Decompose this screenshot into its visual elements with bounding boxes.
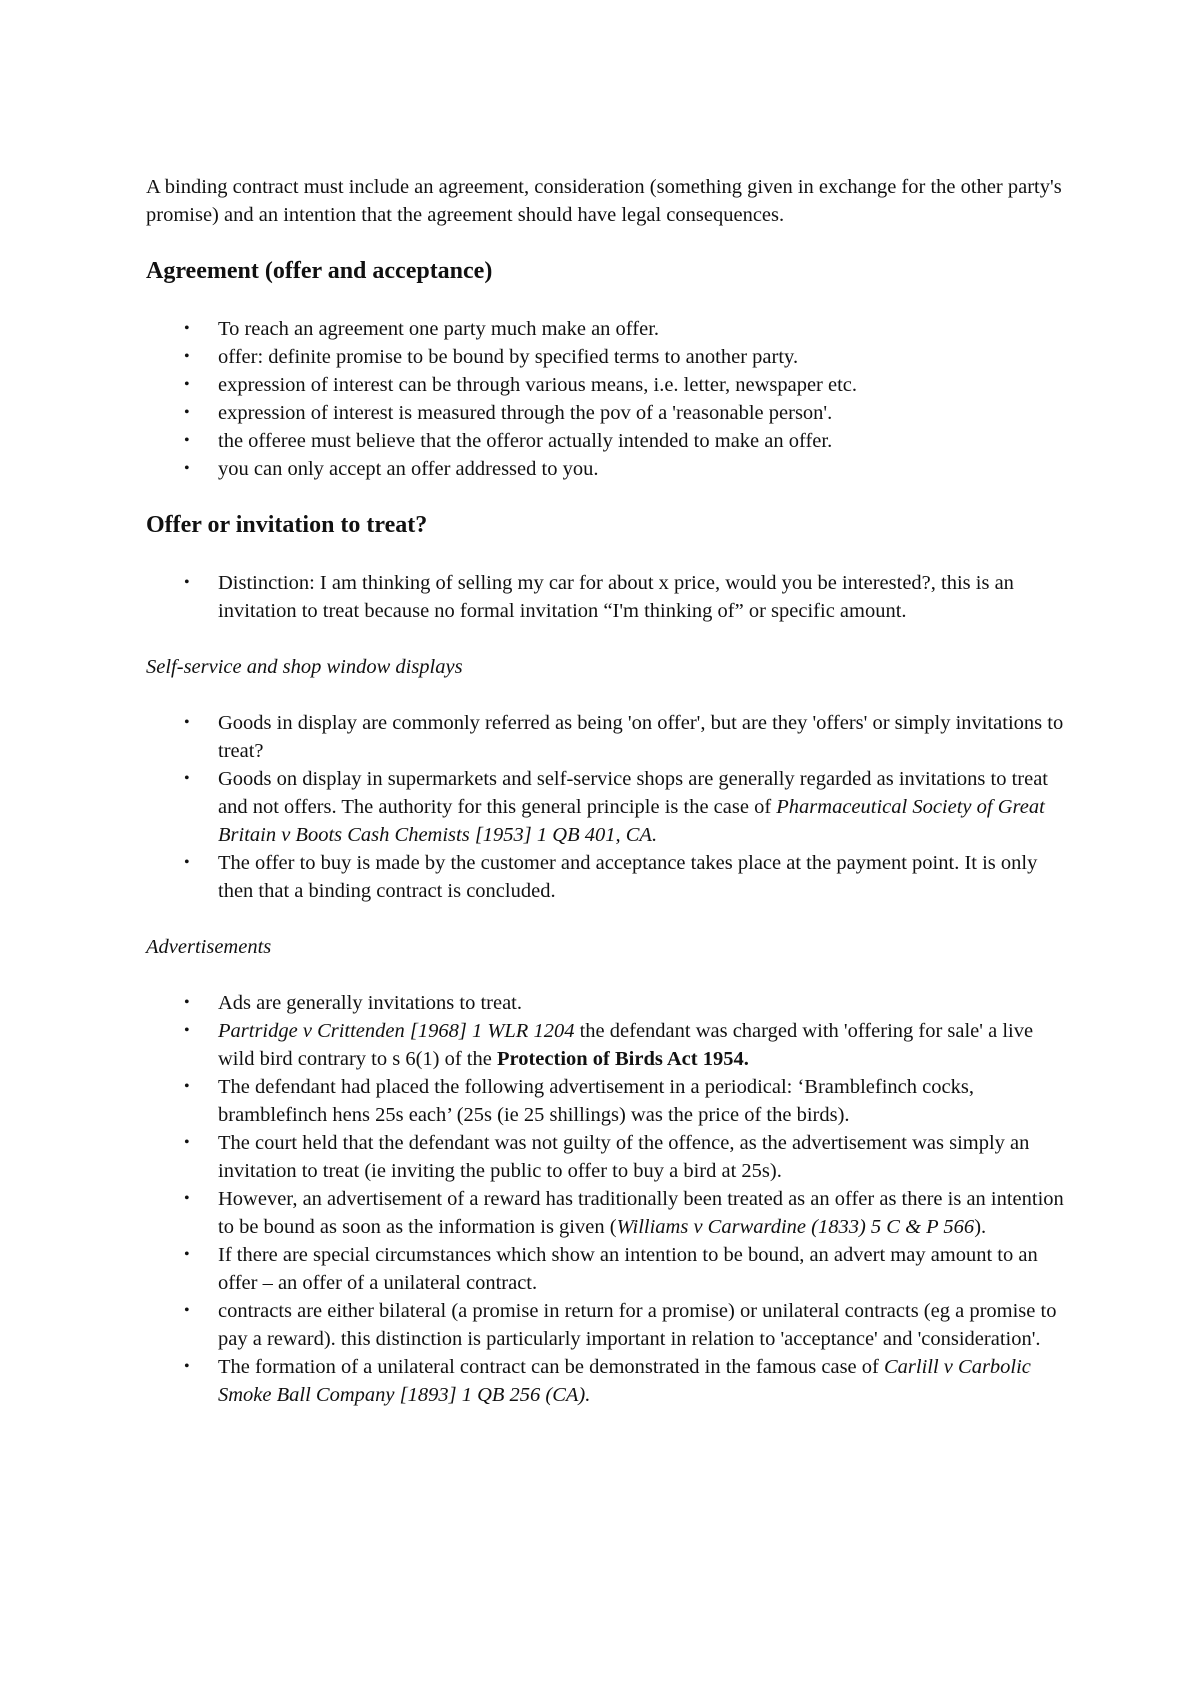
list-item: • contracts are either bilateral (a promise in return for a promise) or unilateral contracts (eg a promise to pay a reward). this distinction is particularly important in relation to 'acceptance' and 'consideration'. (146, 1297, 1066, 1353)
bullet-icon: • (184, 1246, 190, 1263)
bullet-icon: • (184, 1302, 190, 1319)
list-item: • Distinction: I am thinking of selling my car for about x price, would you be interested?, this is an invitation to treat because no formal invitation “I'm thinking of” or specific amount. (146, 569, 1066, 625)
list-item: • expression of interest is measured through the pov of a 'reasonable person'. (146, 399, 1066, 427)
bullet-icon: • (184, 1134, 190, 1151)
bullet-icon: • (184, 460, 190, 477)
bullet-icon: • (184, 404, 190, 421)
bullet-icon: • (184, 714, 190, 731)
list-item: • If there are special circumstances which show an intention to be bound, an advert may amount to an offer – an offer of a unilateral contract. (146, 1241, 1066, 1297)
list-item: • The court held that the defendant was not guilty of the offence, as the advertisement was simply an invitation to treat (ie inviting the public to offer to buy a bird at 25s). (146, 1129, 1066, 1185)
bullet-icon: • (184, 432, 190, 449)
bullet-icon: • (184, 1022, 190, 1039)
list-item: • Goods in display are commonly referred as being 'on offer', but are they 'offers' or simply invitations to treat? (146, 709, 1066, 765)
advertisements-list (146, 989, 1066, 1409)
list-item: • expression of interest can be through various means, i.e. letter, newspaper etc. (146, 371, 1066, 399)
list-item: • offer: definite promise to be bound by specified terms to another party. (146, 343, 1066, 371)
subheading-self-service: Self-service and shop window displays (146, 656, 463, 678)
case-citation: Carlill v Carbolic Smoke Ball Company [1893] 1 QB 256 (CA) (218, 1356, 1031, 1406)
list-item: • However, an advertisement of a reward has traditionally been treated as an offer as there is an intention to be bound as soon as the information is given (Williams v Carwardine (1833) 5 C & P 566). (146, 1185, 1066, 1241)
bullet-icon: • (184, 1078, 190, 1095)
list-item: • The defendant had placed the following advertisement in a periodical: ‘Bramblefinch cocks, bramblefinch hens 25s each’ (25s (ie 25 shillings) was the price of the birds). (146, 1073, 1066, 1129)
list-item: • you can only accept an offer addressed to you. (146, 455, 1066, 483)
bullet-icon: • (184, 574, 190, 591)
list-item: • Ads are generally invitations to treat. (146, 989, 1066, 1017)
case-citation: Partridge v Crittenden [1968] 1 WLR 1204 (218, 1020, 575, 1042)
list-item: • To reach an agreement one party much make an offer. (146, 315, 1066, 343)
bullet-icon: • (184, 770, 190, 787)
document-page (146, 173, 1066, 1437)
list-item: • The formation of a unilateral contract can be demonstrated in the famous case of Carlill v Carbolic Smoke Ball Company [1893] 1 QB 256 (CA). (146, 1353, 1066, 1409)
section-heading-offer-or-invitation: Offer or invitation to treat? (146, 512, 428, 538)
section-heading-agreement: Agreement (offer and acceptance) (146, 258, 493, 284)
case-citation: Williams v Carwardine (1833) 5 C & P 566 (616, 1216, 975, 1238)
list-item: • the offeree must believe that the offeror actually intended to make an offer. (146, 427, 1066, 455)
list-item: • Goods on display in supermarkets and self-service shops are generally regarded as invitations to treat and not offers. The authority for this general principle is the case of Pharmaceutical Society of Great Britain v Boots Cash Chemists [1953] 1 QB 401, CA. (146, 765, 1066, 849)
bullet-icon: • (184, 1358, 190, 1375)
bullet-icon: • (184, 994, 190, 1011)
bullet-icon: • (184, 348, 190, 365)
case-citation: Pharmaceutical Society of Great Britain v Boots Cash Chemists [1953] 1 QB 401, CA (218, 796, 1045, 846)
act-name: Protection of Birds Act 1954. (496, 1048, 749, 1070)
bullet-icon: • (184, 376, 190, 393)
bullet-icon: • (184, 854, 190, 871)
subheading-advertisements: Advertisements (146, 936, 272, 958)
bullet-icon: • (184, 320, 190, 337)
intro-paragraph: A binding contract must include an agreement, consideration (something given in exchange for the other party's promise) and an intention that the agreement should have legal consequences. (146, 176, 1062, 226)
self-service-list (146, 709, 1066, 905)
list-item: • The offer to buy is made by the customer and acceptance takes place at the payment point. It is only then that a binding contract is concluded. (146, 849, 1066, 905)
offer-invitation-list (146, 569, 1066, 625)
agreement-list (146, 315, 1066, 483)
list-item: • Partridge v Crittenden [1968] 1 WLR 1204 the defendant was charged with 'offering for sale' a live wild bird contrary to s 6(1) of the Protection of Birds Act 1954. (146, 1017, 1066, 1073)
bullet-icon: • (184, 1190, 190, 1207)
